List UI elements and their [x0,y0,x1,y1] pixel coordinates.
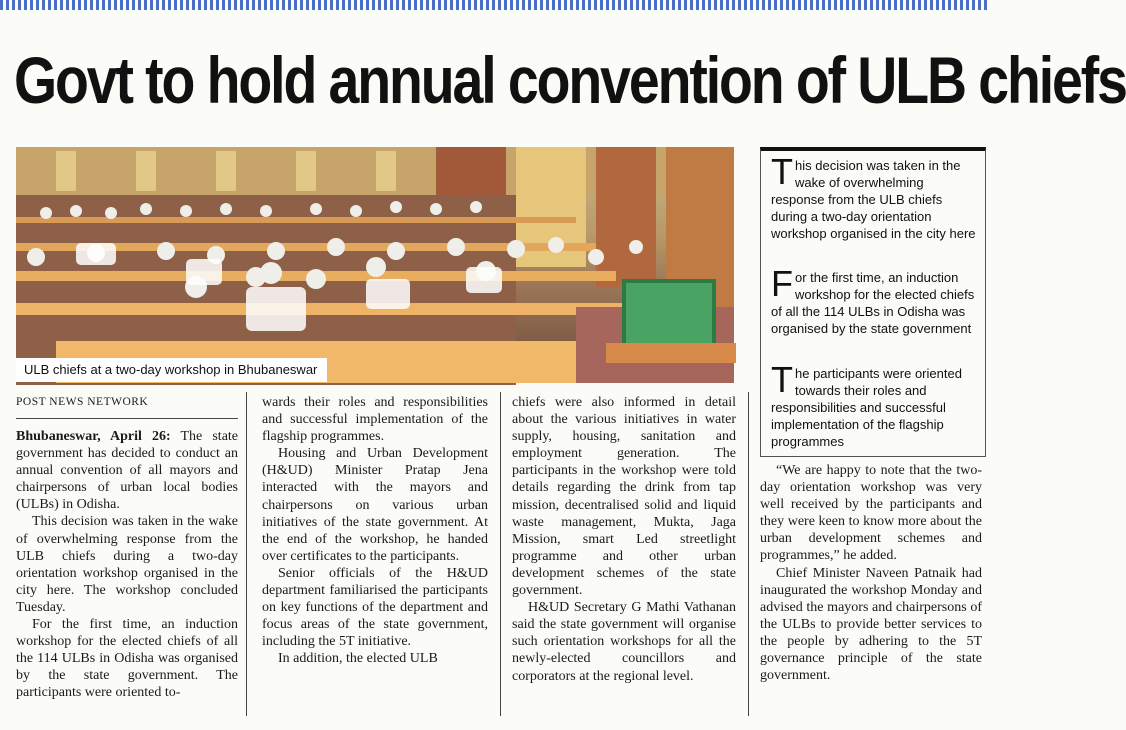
paragraph-text: The state government has decided to conduct an annual convention of all mayors and chairpersons of urban local bodies (ULBs) in Odisha. [16,429,239,513]
article-column-4 [760,462,982,684]
drop-cap: F [771,263,793,304]
news-photo [16,147,734,383]
byline: POST NEWS NETWORK [16,396,149,408]
highlight-text: or the first time, an induction workshop for the elected chiefs of all the 114 ULBs in Odisha was organised by the state government [771,270,975,336]
article-paragraph: chiefs were also informed in detail about the various initiatives in water supply, housing, sanitation and employment generation. The participants in the workshop were told details regarding the drink from tap mission, decentralised solid and liquid waste management, Mukta, Jaga Mission, smart Led streetlight programme and other urban development schemes of the state government. [512,395,736,599]
headline: Govt to hold annual convention of ULB chiefs [14,43,1126,117]
article-paragraph: Senior officials of the H&UD department familiarised the participants on key functions of the department and focus areas of the state government, including the 5T initiative. [262,565,488,650]
article-paragraph: H&UD Secretary G Mathi Vathanan said the state government will organise such orientation workshops for all the newly-elected councillors and corporators at the regional level. [512,600,736,684]
column-divider [246,392,247,716]
article-paragraph: In addition, the elected ULB [278,651,438,667]
article-column-1 [16,428,238,702]
top-border [0,0,988,10]
drop-cap: T [771,151,793,192]
photo-caption: ULB chiefs at a two-day workshop in Bhubaneswar [16,358,327,382]
column-divider [500,392,501,716]
drop-cap: T [771,359,793,400]
article-column-2 [262,394,488,668]
highlight-item [771,151,979,242]
highlight-text: his decision was taken in the wake of overwhelming response from the ULB chiefs during a two-day orientation workshop organised in the city here [771,158,976,241]
article-paragraph: wards their roles and responsibilities and successful implementation of the flagship programmes. [262,395,488,445]
workshop-hall-image [16,147,734,383]
highlight-item [771,359,979,450]
article-column-3 [512,394,736,685]
article-paragraph: For the first time, an induction workshop for the elected chiefs of all the 114 ULBs in Odisha was organised by the state government. The participants were oriented to- [16,617,238,701]
byline-rule [16,418,238,419]
dateline: Bhubaneswar, April 26: [16,429,171,444]
article-paragraph [16,428,238,513]
article-paragraph: Housing and Urban Development (H&UD) Minister Pratap Jena interacted with the mayors and chairpersons on various urban initiatives of the state government. At the end of the workshop, he handed over certificates to the participants. [262,446,488,564]
article-paragraph: This decision was taken in the wake of overwhelming response from the ULB chiefs during a two-day orientation workshop organised in the city here. The workshop concluded Tuesday. [16,514,238,615]
article-paragraph: Chief Minister Naveen Patnaik had inaugurated the workshop Monday and advised the mayors and chairpersons of the ULBs to provide better services to the people by adhering to the 5T governance principle of the state government. [760,565,982,684]
column-divider [748,392,749,716]
highlights-box [760,147,986,457]
highlight-item [771,263,979,337]
article-paragraph: “We are happy to note that the two-day orientation workshop was very well received by the participants and they were keen to know more about the urban development schemes and programmes,” he added. [760,463,982,564]
highlight-text: he participants were oriented towards their roles and responsibilities and successful implementation of the flagship programmes [771,366,962,449]
